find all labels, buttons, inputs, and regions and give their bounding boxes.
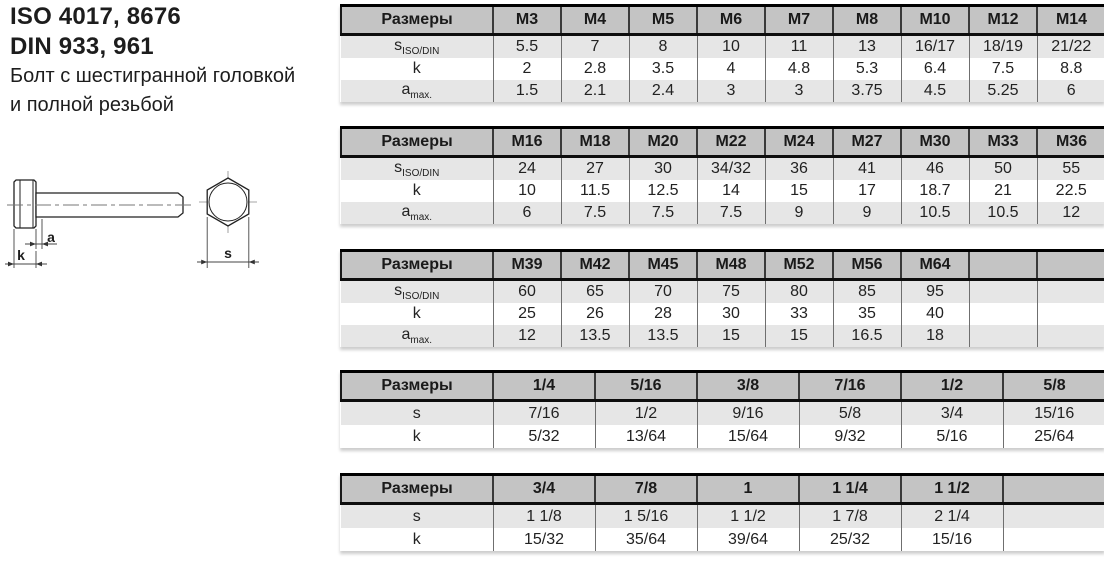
table-row	[341, 180, 1104, 202]
row-label: s	[412, 404, 421, 422]
size-column-header: M18	[561, 128, 629, 157]
value-cell: 41	[833, 157, 901, 181]
sizes-header: Размеры	[341, 251, 493, 280]
value-cell: 12	[1037, 202, 1104, 224]
value-cell: 10.5	[901, 202, 969, 224]
value-cell: 5.25	[969, 80, 1037, 102]
value-cell: 15/64	[697, 425, 799, 448]
value-cell: 39/64	[697, 528, 799, 551]
value-cell: 34/32	[697, 157, 765, 181]
value-cell: 65	[561, 280, 629, 304]
value-cell: 36	[765, 157, 833, 181]
value-cell: 9/16	[697, 401, 799, 426]
value-cell: 14	[697, 180, 765, 202]
row-label: k	[412, 427, 421, 445]
value-cell: 55	[1037, 157, 1104, 181]
table-row	[341, 280, 1104, 304]
value-cell: 15/16	[1003, 401, 1104, 426]
size-column-header: 1 1/4	[799, 475, 901, 504]
value-cell: 2.4	[629, 80, 697, 102]
size-column-header	[969, 251, 1037, 280]
dimension-k	[5, 229, 47, 268]
value-cell: 13.5	[629, 325, 697, 347]
value-cell: 9	[833, 202, 901, 224]
row-label: s	[412, 507, 421, 525]
value-cell: 4.5	[901, 80, 969, 102]
value-cell: 1.5	[493, 80, 561, 102]
bolt-side-view	[14, 180, 183, 228]
table-row	[341, 528, 1104, 551]
row-label: $s_{ISO/DIN}$	[394, 281, 440, 303]
size-column-header: 3/8	[697, 372, 799, 401]
value-cell: 3	[765, 80, 833, 102]
size-column-header: 1/2	[901, 372, 1003, 401]
value-cell: 9	[765, 202, 833, 224]
value-cell: 5/16	[901, 425, 1003, 448]
size-column-header: M45	[629, 251, 697, 280]
value-cell: 85	[833, 280, 901, 304]
value-cell: 13.5	[561, 325, 629, 347]
row-label: $s_{ISO/DIN}$	[394, 36, 440, 58]
size-column-header: M42	[561, 251, 629, 280]
value-cell	[1003, 528, 1104, 551]
value-cell: 60	[493, 280, 561, 304]
value-cell: 16.5	[833, 325, 901, 347]
size-column-header: 7/16	[799, 372, 901, 401]
value-cell: 10	[493, 180, 561, 202]
value-cell: 18	[901, 325, 969, 347]
value-cell: 35/64	[595, 528, 697, 551]
value-cell: 12.5	[629, 180, 697, 202]
value-cell: 18/19	[969, 35, 1037, 59]
value-cell: 8	[629, 35, 697, 59]
header-row	[341, 251, 1104, 280]
value-cell: 5/8	[799, 401, 901, 426]
value-cell: 40	[901, 303, 969, 325]
value-cell: 30	[629, 157, 697, 181]
value-cell: 11.5	[561, 180, 629, 202]
value-cell: 25/32	[799, 528, 901, 551]
value-cell: 33	[765, 303, 833, 325]
table-row	[341, 157, 1104, 181]
value-cell: 6	[1037, 80, 1104, 102]
sizes-header: Размеры	[341, 475, 493, 504]
size-column-header: M52	[765, 251, 833, 280]
value-cell: 5.3	[833, 58, 901, 80]
value-cell: 2.1	[561, 80, 629, 102]
metric-table-3	[340, 249, 1104, 347]
row-label: k	[412, 305, 421, 322]
value-cell: 6	[493, 202, 561, 224]
size-column-header: M8	[833, 6, 901, 35]
imperial-table-1	[340, 370, 1104, 448]
value-cell: 12	[493, 325, 561, 347]
size-column-header: M4	[561, 6, 629, 35]
bolt-head-view	[199, 171, 257, 233]
header-row	[341, 128, 1104, 157]
size-column-header: 5/16	[595, 372, 697, 401]
value-cell: 13	[833, 35, 901, 59]
value-cell: 8.8	[1037, 58, 1104, 80]
value-cell: 15/32	[493, 528, 595, 551]
value-cell: 6.4	[901, 58, 969, 80]
value-cell: 30	[697, 303, 765, 325]
value-cell	[969, 280, 1037, 304]
value-cell	[969, 325, 1037, 347]
value-cell: 46	[901, 157, 969, 181]
table-row	[341, 325, 1104, 347]
value-cell: 50	[969, 157, 1037, 181]
size-column-header: 1 1/2	[901, 475, 1003, 504]
value-cell: 22.5	[1037, 180, 1104, 202]
size-column-header: M14	[1037, 6, 1104, 35]
size-column-header: M7	[765, 6, 833, 35]
value-cell: 25	[493, 303, 561, 325]
value-cell: 11	[765, 35, 833, 59]
value-cell: 35	[833, 303, 901, 325]
imperial-table-2	[340, 473, 1104, 551]
product-description-line2: и полной резьбой	[10, 94, 174, 116]
table-row	[341, 202, 1104, 224]
sizes-header: Размеры	[341, 128, 493, 157]
value-cell: 3/4	[901, 401, 1003, 426]
header-row	[341, 6, 1104, 35]
size-column-header: 5/8	[1003, 372, 1104, 401]
iso-standard-title: ISO 4017, 8676	[10, 3, 181, 30]
value-cell: 5.5	[493, 35, 561, 59]
table-row	[341, 35, 1104, 59]
value-cell: 1 1/8	[493, 504, 595, 529]
size-column-header: M3	[493, 6, 561, 35]
value-cell: 21	[969, 180, 1037, 202]
header-row	[341, 372, 1104, 401]
value-cell: 25/64	[1003, 425, 1104, 448]
value-cell: 3	[697, 80, 765, 102]
size-column-header: M5	[629, 6, 697, 35]
row-label: $a_{max.}$	[401, 202, 433, 224]
value-cell: 7.5	[629, 202, 697, 224]
table-row	[341, 58, 1104, 80]
value-cell: 28	[629, 303, 697, 325]
value-cell: 4	[697, 58, 765, 80]
value-cell: 2.8	[561, 58, 629, 80]
size-column-header: 1	[697, 475, 799, 504]
row-label: $a_{max.}$	[401, 325, 433, 347]
value-cell: 15	[765, 325, 833, 347]
header-row	[341, 475, 1104, 504]
value-cell: 2	[493, 58, 561, 80]
value-cell: 80	[765, 280, 833, 304]
size-column-header: M27	[833, 128, 901, 157]
value-cell: 75	[697, 280, 765, 304]
table-row	[341, 80, 1104, 102]
value-cell: 15/16	[901, 528, 1003, 551]
value-cell: 95	[901, 280, 969, 304]
value-cell: 3.5	[629, 58, 697, 80]
size-column-header	[1037, 251, 1104, 280]
dim-label-s: s	[224, 245, 232, 261]
size-column-header: M64	[901, 251, 969, 280]
row-label: k	[412, 530, 421, 548]
value-cell: 24	[493, 157, 561, 181]
sizes-header: Размеры	[341, 372, 493, 401]
value-cell: 1/2	[595, 401, 697, 426]
metric-table-2	[340, 126, 1104, 224]
table-row	[341, 303, 1104, 325]
row-label: k	[412, 182, 421, 199]
value-cell: 3.75	[833, 80, 901, 102]
size-column-header: 3/4	[493, 475, 595, 504]
value-cell: 18.7	[901, 180, 969, 202]
din-standard-title: DIN 933, 961	[10, 33, 154, 60]
value-cell: 15	[697, 325, 765, 347]
product-description-line1: Болт с шестигранной головкой	[10, 65, 296, 87]
size-column-header: M48	[697, 251, 765, 280]
table-row	[341, 401, 1104, 426]
value-cell: 27	[561, 157, 629, 181]
value-cell: 26	[561, 303, 629, 325]
size-column-header: M39	[493, 251, 561, 280]
size-column-header: M6	[697, 6, 765, 35]
size-column-header: M12	[969, 6, 1037, 35]
size-column-header: M20	[629, 128, 697, 157]
size-column-header: M22	[697, 128, 765, 157]
size-column-header: M36	[1037, 128, 1104, 157]
value-cell	[1003, 504, 1104, 529]
value-cell	[1037, 303, 1104, 325]
size-column-header: M16	[493, 128, 561, 157]
size-column-header: M33	[969, 128, 1037, 157]
value-cell: 7	[561, 35, 629, 59]
value-cell: 7.5	[561, 202, 629, 224]
metric-table-1	[340, 4, 1104, 102]
value-cell: 21/22	[1037, 35, 1104, 59]
size-column-header: M30	[901, 128, 969, 157]
size-column-header: 1/4	[493, 372, 595, 401]
row-label: $s_{ISO/DIN}$	[394, 158, 440, 180]
value-cell: 70	[629, 280, 697, 304]
value-cell: 7/16	[493, 401, 595, 426]
value-cell: 13/64	[595, 425, 697, 448]
value-cell: 2 1/4	[901, 504, 1003, 529]
value-cell: 7.5	[697, 202, 765, 224]
value-cell: 15	[765, 180, 833, 202]
value-cell: 9/32	[799, 425, 901, 448]
dimension-tables-area	[340, 0, 1104, 551]
value-cell: 17	[833, 180, 901, 202]
bolt-technical-drawing	[5, 165, 275, 335]
dim-label-k: k	[17, 247, 25, 263]
value-cell: 10.5	[969, 202, 1037, 224]
dim-label-a: a	[47, 229, 55, 245]
size-column-header: M10	[901, 6, 969, 35]
value-cell: 1 7/8	[799, 504, 901, 529]
sizes-header: Размеры	[341, 6, 493, 35]
value-cell: 1 5/16	[595, 504, 697, 529]
table-row	[341, 425, 1104, 448]
value-cell: 5/32	[493, 425, 595, 448]
value-cell	[1037, 280, 1104, 304]
value-cell: 16/17	[901, 35, 969, 59]
size-column-header	[1003, 475, 1104, 504]
table-row	[341, 504, 1104, 529]
value-cell: 7.5	[969, 58, 1037, 80]
row-label: k	[412, 60, 421, 77]
value-cell: 1 1/2	[697, 504, 799, 529]
size-column-header: M24	[765, 128, 833, 157]
value-cell: 4.8	[765, 58, 833, 80]
size-column-header: 7/8	[595, 475, 697, 504]
value-cell	[969, 303, 1037, 325]
row-label: $a_{max.}$	[401, 80, 433, 102]
value-cell: 10	[697, 35, 765, 59]
size-column-header: M56	[833, 251, 901, 280]
value-cell	[1037, 325, 1104, 347]
title-block	[10, 2, 295, 120]
